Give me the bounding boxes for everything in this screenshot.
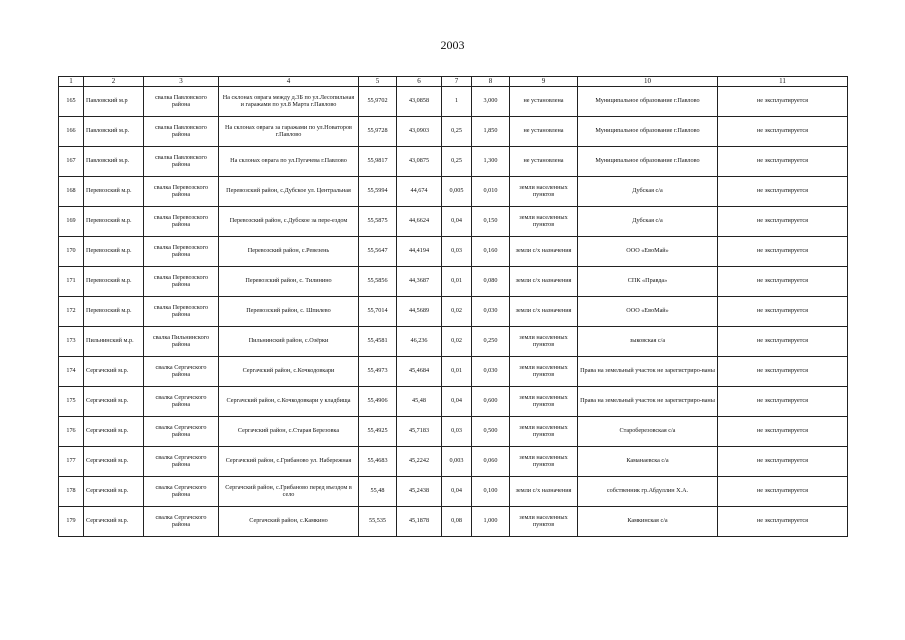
cell-location: Пильнинский район, с.Озёрки (219, 326, 359, 356)
cell-volume: 0,160 (472, 236, 510, 266)
cell-latitude: 55,5875 (359, 206, 397, 236)
cell-operation-status: не эксплуатируется (718, 416, 848, 446)
table-row (59, 416, 848, 446)
table-row (59, 326, 848, 356)
cell-volume: 0,150 (472, 206, 510, 236)
col-header-10: 10 (578, 77, 718, 87)
cell-object-type: свалка Перевозского района (144, 176, 219, 206)
cell-district: Павловский м.р. (84, 146, 144, 176)
cell-latitude: 55,535 (359, 506, 397, 536)
cell-longitude: 43,0858 (397, 86, 442, 116)
cell-district: Павловский м.р (84, 86, 144, 116)
table-row (59, 206, 848, 236)
cell-location: Сергачский район, с.Кочкодовкари (219, 356, 359, 386)
cell-row-number: 175 (59, 386, 84, 416)
cell-district: Перевозский м.р. (84, 266, 144, 296)
cell-latitude: 55,9817 (359, 146, 397, 176)
cell-row-number: 170 (59, 236, 84, 266)
cell-volume: 0,060 (472, 446, 510, 476)
cell-land-category: земли населенных пунктов (510, 176, 578, 206)
cell-row-number: 171 (59, 266, 84, 296)
cell-object-type: свалка Сергачского района (144, 476, 219, 506)
cell-land-category: земли с/х назначения (510, 476, 578, 506)
col-header-8: 8 (472, 77, 510, 87)
cell-location: Сергачский район, с.Камкино (219, 506, 359, 536)
cell-district: Сергачский м.р. (84, 506, 144, 536)
cell-row-number: 167 (59, 146, 84, 176)
cell-object-type: свалка Сергачского района (144, 506, 219, 536)
cell-land-category: земли с/х назначения (510, 266, 578, 296)
col-header-4: 4 (219, 77, 359, 87)
cell-owner: Права на земельный участок не зарегистриро-ваны (578, 356, 718, 386)
cell-operation-status: не эксплуатируется (718, 296, 848, 326)
table-row (59, 176, 848, 206)
table-row (59, 86, 848, 116)
cell-latitude: 55,9728 (359, 116, 397, 146)
table-row (59, 146, 848, 176)
cell-object-type: свалка Перевозского района (144, 206, 219, 236)
cell-volume: 0,030 (472, 296, 510, 326)
cell-operation-status: не эксплуатируется (718, 236, 848, 266)
cell-owner: собственник гр.Абдуллин Х.А. (578, 476, 718, 506)
cell-longitude: 44,5689 (397, 296, 442, 326)
cell-volume: 3,000 (472, 86, 510, 116)
cell-object-type: свалка Павловского района (144, 86, 219, 116)
cell-object-type: свалка Сергачского района (144, 446, 219, 476)
table-row (59, 506, 848, 536)
cell-object-type: свалка Перевозского района (144, 236, 219, 266)
cell-row-number: 174 (59, 356, 84, 386)
cell-longitude: 44,6624 (397, 206, 442, 236)
cell-district: Перевозский м.р. (84, 296, 144, 326)
cell-row-number: 168 (59, 176, 84, 206)
cell-owner: Муниципальное образование г.Павлово (578, 146, 718, 176)
cell-area: 0,08 (442, 506, 472, 536)
cell-row-number: 165 (59, 86, 84, 116)
cell-land-category: земли населенных пунктов (510, 416, 578, 446)
cell-area: 0,02 (442, 326, 472, 356)
cell-latitude: 55,4906 (359, 386, 397, 416)
cell-owner: Дубская с/а (578, 176, 718, 206)
cell-longitude: 44,674 (397, 176, 442, 206)
cell-area: 0,03 (442, 236, 472, 266)
cell-volume: 0,600 (472, 386, 510, 416)
cell-latitude: 55,4973 (359, 356, 397, 386)
cell-latitude: 55,5647 (359, 236, 397, 266)
cell-volume: 0,250 (472, 326, 510, 356)
col-header-7: 7 (442, 77, 472, 87)
cell-area: 0,04 (442, 386, 472, 416)
cell-location: На склонах оврага за гаражами по ул.Новаторов г.Павлово (219, 116, 359, 146)
cell-location: Перевозский район, с. Шпилево (219, 296, 359, 326)
col-header-1: 1 (59, 77, 84, 87)
cell-land-category: земли населенных пунктов (510, 326, 578, 356)
cell-owner: ООО «ЕвоМай» (578, 236, 718, 266)
cell-longitude: 46,236 (397, 326, 442, 356)
cell-land-category: земли населенных пунктов (510, 386, 578, 416)
cell-row-number: 179 (59, 506, 84, 536)
cell-object-type: свалка Пильнинского района (144, 326, 219, 356)
cell-district: Пильнинский м.р. (84, 326, 144, 356)
cell-area: 1 (442, 86, 472, 116)
cell-area: 0,03 (442, 416, 472, 446)
cell-location: Перевозский район, с.Дубское за пере-ездом (219, 206, 359, 236)
cell-location: Сергачский район, с.Кочкодовкари у кладбища (219, 386, 359, 416)
col-header-6: 6 (397, 77, 442, 87)
cell-operation-status: не эксплуатируется (718, 476, 848, 506)
cell-land-category: земли населенных пунктов (510, 446, 578, 476)
cell-object-type: свалка Павловского района (144, 146, 219, 176)
cell-operation-status: не эксплуатируется (718, 326, 848, 356)
cell-operation-status: не эксплуатируется (718, 506, 848, 536)
cell-operation-status: не эксплуатируется (718, 266, 848, 296)
cell-volume: 0,500 (472, 416, 510, 446)
cell-object-type: свалка Сергачского района (144, 386, 219, 416)
page-number: 2003 (440, 38, 465, 52)
cell-owner: Староберезовская с/а (578, 416, 718, 446)
cell-latitude: 55,48 (359, 476, 397, 506)
cell-longitude: 44,4194 (397, 236, 442, 266)
cell-owner: Муниципальное образование г.Павлово (578, 86, 718, 116)
cell-land-category: не установлена (510, 116, 578, 146)
cell-area: 0,25 (442, 146, 472, 176)
header-row (59, 77, 848, 87)
cell-operation-status: не эксплуатируется (718, 116, 848, 146)
cell-latitude: 55,9702 (359, 86, 397, 116)
cell-land-category: земли населенных пунктов (510, 356, 578, 386)
cell-location: Сергачский район, с.Грибаново перед въездом в село (219, 476, 359, 506)
table-row (59, 386, 848, 416)
cell-volume: 0,100 (472, 476, 510, 506)
cell-land-category: не установлена (510, 146, 578, 176)
cell-location: Сергачский район, с.Грибаново ул. Набережная (219, 446, 359, 476)
cell-volume: 0,030 (472, 356, 510, 386)
col-header-2: 2 (84, 77, 144, 87)
cell-location: Перевозский район, с.Дубское ул. Центральная (219, 176, 359, 206)
cell-district: Сергачский м.р. (84, 476, 144, 506)
cell-location: Сергачский район, с.Старая Березовка (219, 416, 359, 446)
cell-operation-status: не эксплуатируется (718, 206, 848, 236)
table-row (59, 296, 848, 326)
table-row (59, 236, 848, 266)
cell-district: Сергачский м.р. (84, 446, 144, 476)
cell-district: Сергачский м.р. (84, 416, 144, 446)
col-header-9: 9 (510, 77, 578, 87)
cell-operation-status: не эксплуатируется (718, 146, 848, 176)
cell-volume: 0,010 (472, 176, 510, 206)
cell-latitude: 55,4581 (359, 326, 397, 356)
cell-owner: СПК «Правда» (578, 266, 718, 296)
cell-latitude: 55,5994 (359, 176, 397, 206)
table-body (59, 86, 848, 536)
cell-longitude: 43,0903 (397, 116, 442, 146)
cell-operation-status: не эксплуатируется (718, 176, 848, 206)
cell-land-category: земли населенных пунктов (510, 506, 578, 536)
cell-district: Перевозский м.р. (84, 206, 144, 236)
cell-operation-status: не эксплуатируется (718, 356, 848, 386)
cell-area: 0,01 (442, 266, 472, 296)
cell-volume: 0,080 (472, 266, 510, 296)
cell-district: Перевозский м.р. (84, 236, 144, 266)
cell-area: 0,003 (442, 446, 472, 476)
cell-object-type: свалка Павловского района (144, 116, 219, 146)
cell-longitude: 45,1878 (397, 506, 442, 536)
cell-operation-status: не эксплуатируется (718, 446, 848, 476)
cell-longitude: 44,3687 (397, 266, 442, 296)
cell-latitude: 55,4925 (359, 416, 397, 446)
cell-land-category: не установлена (510, 86, 578, 116)
cell-volume: 1,850 (472, 116, 510, 146)
cell-location: На склонах оврага между д.3Б по ул.Лесопильная и гаражами по ул.8 Марта г.Павлово (219, 86, 359, 116)
table-row (59, 116, 848, 146)
cell-row-number: 169 (59, 206, 84, 236)
cell-row-number: 166 (59, 116, 84, 146)
cell-owner: Камкинская с/а (578, 506, 718, 536)
cell-location: Перевозский район, с.Ревезень (219, 236, 359, 266)
cell-object-type: свалка Сергачского района (144, 416, 219, 446)
cell-owner: Муниципальное образование г.Павлово (578, 116, 718, 146)
cell-latitude: 55,5856 (359, 266, 397, 296)
cell-owner: Права на земельный участок не зарегистриро-ваны (578, 386, 718, 416)
col-header-3: 3 (144, 77, 219, 87)
cell-latitude: 55,4683 (359, 446, 397, 476)
table-row (59, 266, 848, 296)
cell-area: 0,04 (442, 476, 472, 506)
cell-latitude: 55,7014 (359, 296, 397, 326)
cell-owner: ООО «ЕвоМай» (578, 296, 718, 326)
cell-longitude: 45,7183 (397, 416, 442, 446)
cell-district: Павловский м.р. (84, 116, 144, 146)
cell-object-type: свалка Сергачского района (144, 356, 219, 386)
cell-operation-status: не эксплуатируется (718, 86, 848, 116)
cell-row-number: 178 (59, 476, 84, 506)
col-header-5: 5 (359, 77, 397, 87)
cell-area: 0,04 (442, 206, 472, 236)
cell-object-type: свалка Перевозского района (144, 266, 219, 296)
cell-area: 0,25 (442, 116, 472, 146)
cell-longitude: 45,4684 (397, 356, 442, 386)
cell-location: На склонах оврага по ул.Пугачева г.Павлово (219, 146, 359, 176)
col-header-11: 11 (718, 77, 848, 87)
cell-land-category: земли населенных пунктов (510, 206, 578, 236)
cell-row-number: 177 (59, 446, 84, 476)
cell-district: Сергачский м.р. (84, 386, 144, 416)
cell-area: 0,01 (442, 356, 472, 386)
cell-area: 0,005 (442, 176, 472, 206)
cell-area: 0,02 (442, 296, 472, 326)
cell-land-category: земли с/х назначения (510, 236, 578, 266)
cell-owner: Каманаевска с/а (578, 446, 718, 476)
cell-row-number: 173 (59, 326, 84, 356)
table-row (59, 356, 848, 386)
cell-owner: зыковская с/а (578, 326, 718, 356)
cell-object-type: свалка Перевозского района (144, 296, 219, 326)
cell-volume: 1,000 (472, 506, 510, 536)
cell-row-number: 172 (59, 296, 84, 326)
cell-district: Перевозский м.р. (84, 176, 144, 206)
cell-longitude: 43,0875 (397, 146, 442, 176)
cell-owner: Дубская с/а (578, 206, 718, 236)
cell-longitude: 45,2438 (397, 476, 442, 506)
table-row (59, 476, 848, 506)
cell-land-category: земли с/х назначения (510, 296, 578, 326)
landfill-registry-table (58, 76, 848, 537)
cell-district: Сергачский м.р. (84, 356, 144, 386)
cell-location: Перевозский район, с. Тилинино (219, 266, 359, 296)
table-row (59, 446, 848, 476)
cell-longitude: 45,48 (397, 386, 442, 416)
cell-volume: 1,300 (472, 146, 510, 176)
cell-row-number: 176 (59, 416, 84, 446)
cell-operation-status: не эксплуатируется (718, 386, 848, 416)
cell-longitude: 45,2242 (397, 446, 442, 476)
